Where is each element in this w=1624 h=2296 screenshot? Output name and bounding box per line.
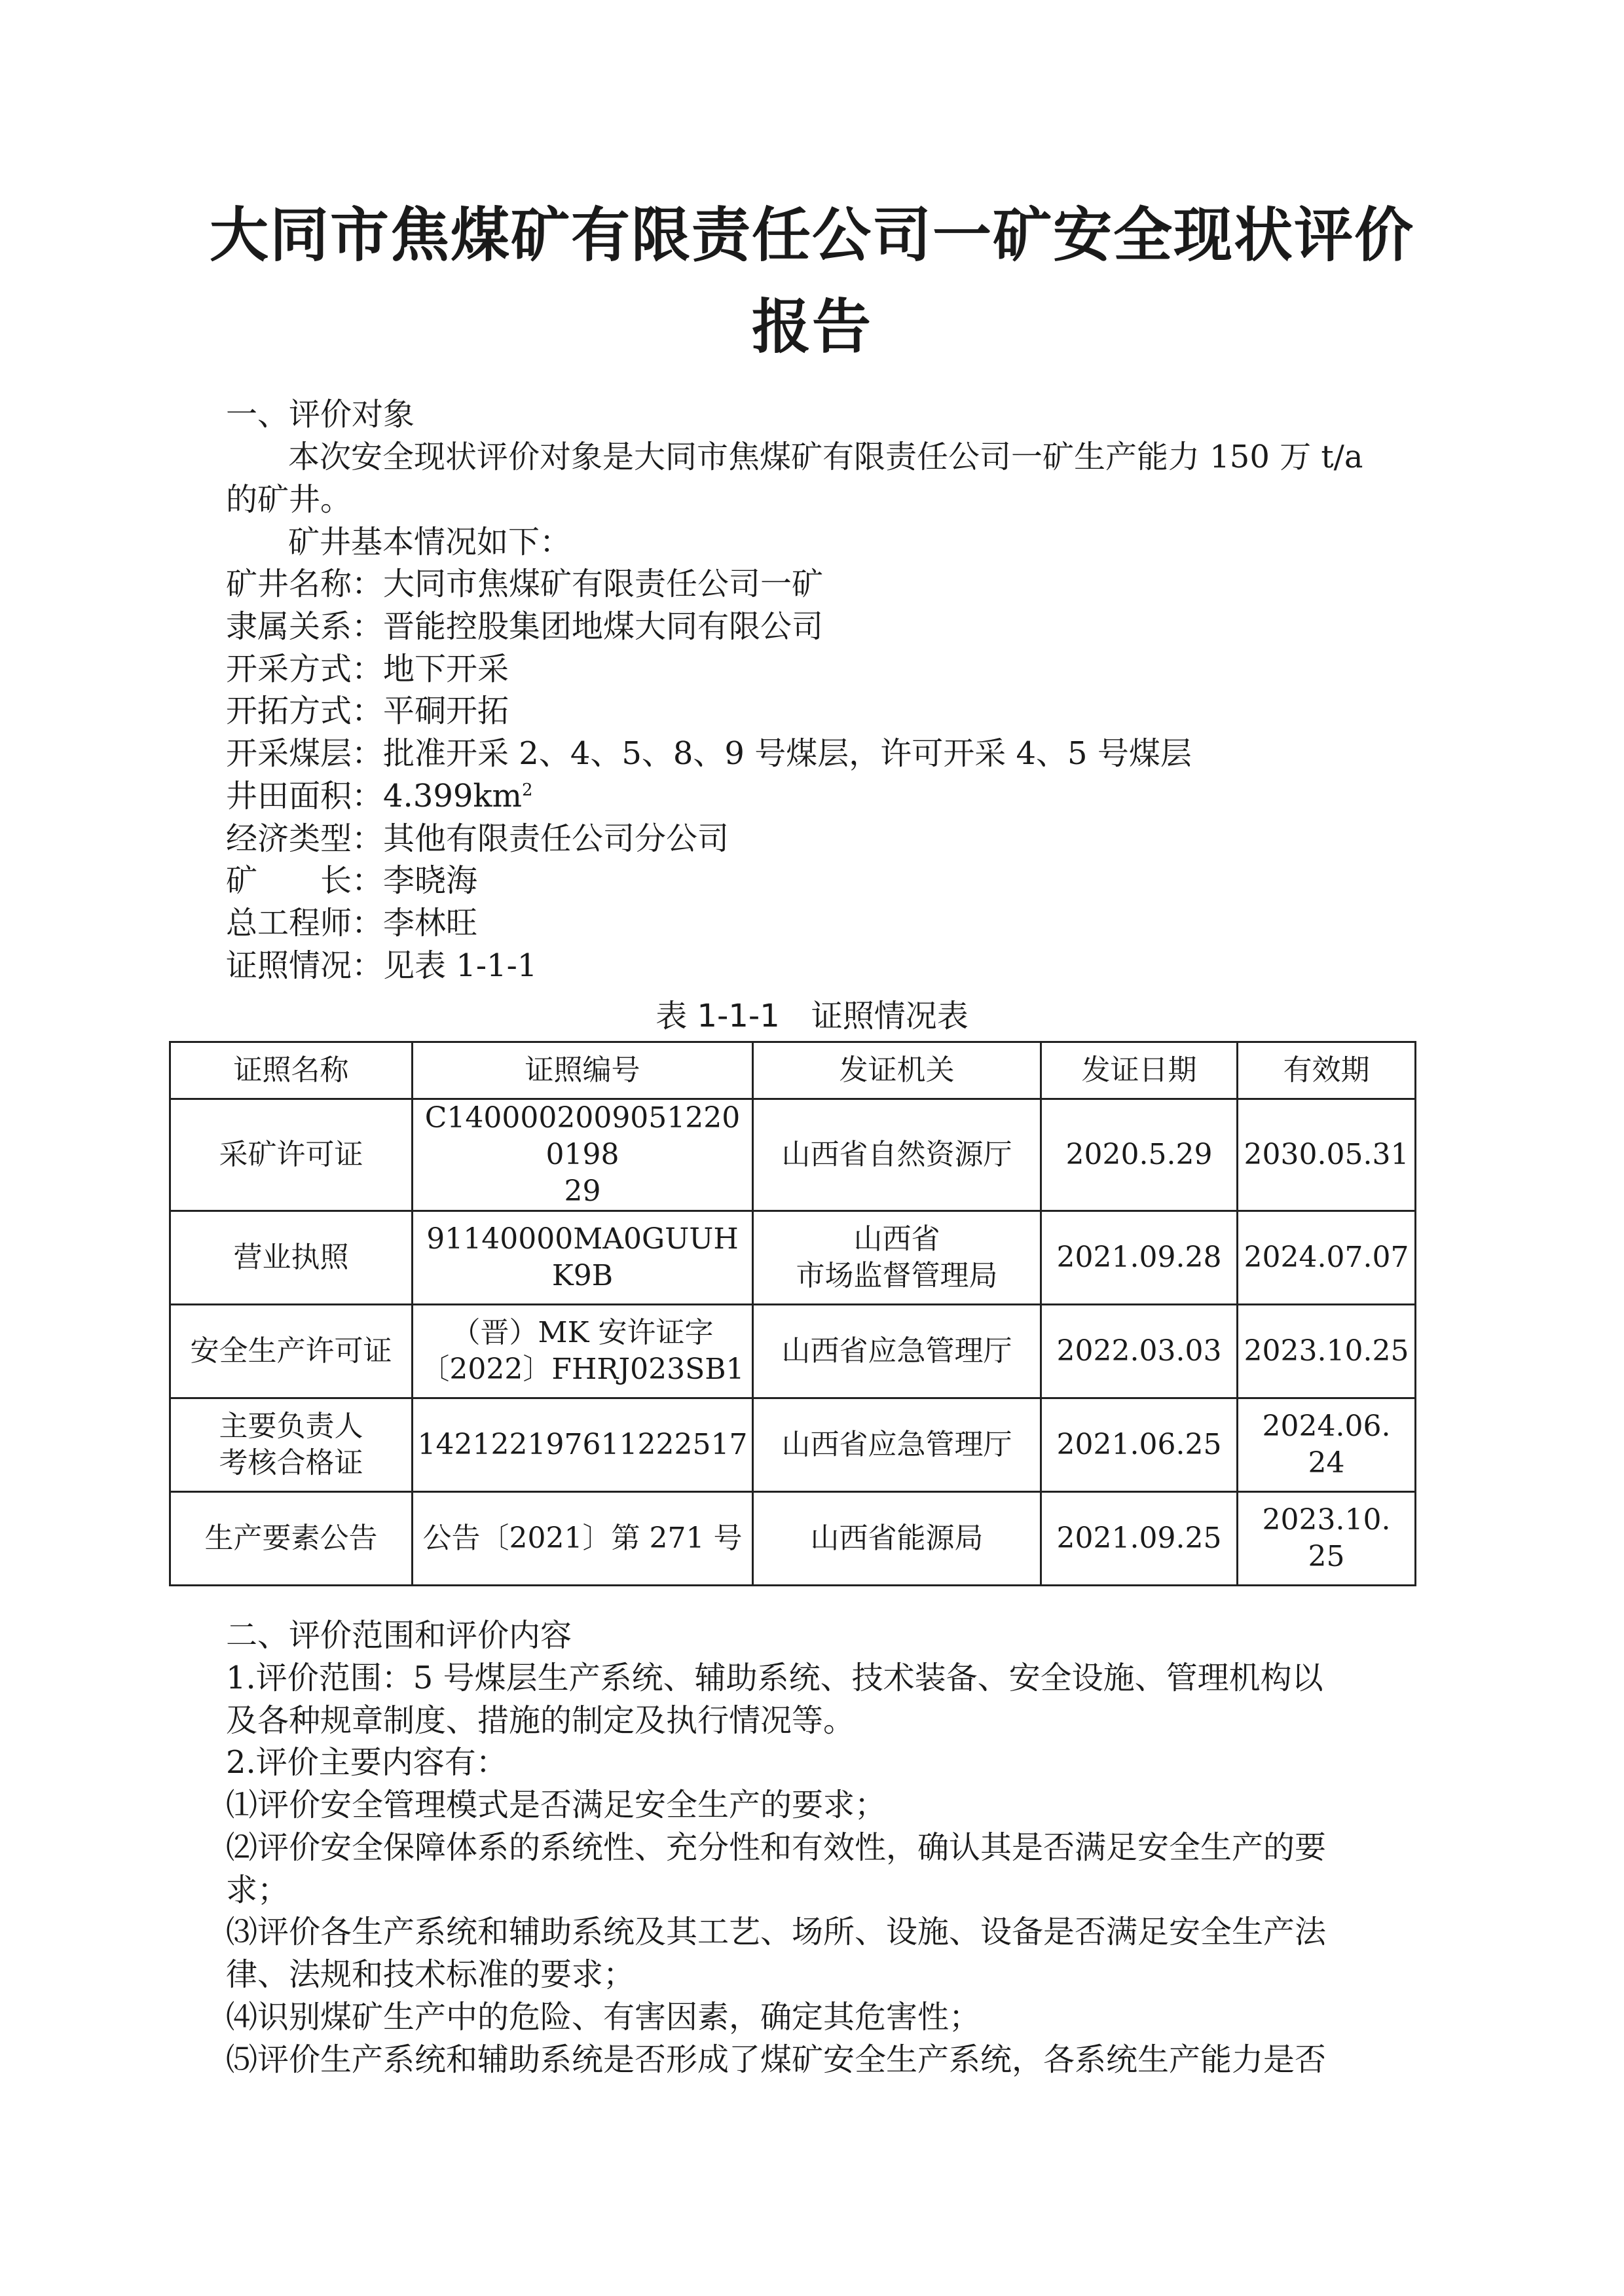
cert-name-cell: 生产要素公告 — [170, 1492, 413, 1586]
section-2-line: 及各种规章制度、措施的制定及执行情况等。 — [226, 1702, 855, 1739]
info-row-chief-engineer — [226, 903, 477, 943]
info-row-field-area — [226, 776, 533, 816]
cert-authority-cell: 山西省能源局 — [753, 1492, 1041, 1586]
section-2-line: ⑸评价生产系统和辅助系统是否形成了煤矿安全生产系统，各系统生产能力是否 — [226, 2041, 1327, 2078]
info-label: 开采煤层： — [226, 735, 384, 772]
info-value: 晋能控股集团地煤大同有限公司 — [383, 608, 824, 645]
certificate-table — [169, 1041, 1416, 1586]
column-header: 证照名称 — [170, 1042, 413, 1099]
info-row-development-method — [226, 691, 509, 731]
table-header-row — [170, 1042, 1416, 1099]
cert-name-cell: 安全生产许可证 — [170, 1305, 413, 1398]
cert-issue-date-cell: 2020.5.29 — [1041, 1099, 1238, 1211]
info-value: 见表 1-1-1 — [383, 947, 538, 984]
info-label: 矿井名称： — [226, 566, 384, 602]
section-2-line: 求； — [226, 1872, 289, 1908]
cert-issue-date-cell: 2021.09.25 — [1041, 1492, 1238, 1586]
section-2-line: ⑵评价安全保障体系的系统性、充分性和有效性，确认其是否满足安全生产的要 — [226, 1829, 1327, 1866]
section-2-line: 2.评价主要内容有： — [226, 1744, 507, 1781]
info-label: 证照情况： — [226, 947, 384, 984]
cert-authority-cell: 山西省应急管理厅 — [753, 1398, 1041, 1492]
info-row-affiliation — [226, 607, 823, 646]
cert-number-cell: 公告〔2021〕第 271 号 — [413, 1492, 753, 1586]
cert-valid-cell: 2023.10. 25 — [1238, 1492, 1416, 1586]
cert-valid-cell: 2024.06. 24 — [1238, 1398, 1416, 1492]
info-label: 矿 长： — [226, 862, 384, 899]
section-1-intro: 矿井基本情况如下： — [288, 524, 572, 560]
info-label: 开拓方式： — [226, 693, 384, 729]
info-value: 其他有限责任公司分公司 — [383, 820, 729, 857]
info-row-certificates — [226, 946, 537, 985]
info-row-mining-method — [226, 649, 509, 689]
cert-valid-cell: 2023.10.25 — [1238, 1305, 1416, 1398]
info-value: 批准开采 2、4、5、8、9 号煤层，许可开采 4、5 号煤层 — [383, 735, 1192, 772]
info-value: 李林旺 — [383, 905, 478, 941]
cert-valid-cell: 2030.05.31 — [1238, 1099, 1416, 1211]
cert-authority-cell: 山西省自然资源厅 — [753, 1099, 1041, 1211]
cert-name-cell: 主要负责人 考核合格证 — [170, 1398, 413, 1492]
cert-number-cell: 142122197611222517 — [413, 1398, 753, 1492]
cert-name-cell: 采矿许可证 — [170, 1099, 413, 1211]
info-row-economic-type — [226, 819, 729, 858]
section-2-line: 1.评价范围：5 号煤层生产系统、辅助系统、技术装备、安全设施、管理机构以 — [226, 1660, 1323, 1696]
superscript: 2 — [522, 780, 533, 800]
table-row — [170, 1305, 1416, 1398]
section-2-line: ⑶评价各生产系统和辅助系统及其工艺、场所、设施、设备是否满足安全生产法 — [226, 1914, 1327, 1950]
info-value: 4.399km — [383, 778, 523, 814]
info-row-mine-name — [226, 564, 823, 604]
cert-issue-date-cell: 2022.03.03 — [1041, 1305, 1238, 1398]
cert-number-cell: （晋）MK 安许证字 〔2022〕FHRJ023SB1 — [413, 1305, 753, 1398]
info-label: 隶属关系： — [226, 608, 384, 645]
info-value: 大同市焦煤矿有限责任公司一矿 — [383, 566, 824, 602]
cert-number-cell: C14000020090512200198 29 — [413, 1099, 753, 1211]
section-1-paragraph-line-1: 本次安全现状评价对象是大同市焦煤矿有限责任公司一矿生产能力 150 万 t/a — [288, 439, 1363, 475]
cert-number-cell: 91140000MA0GUUHK9B — [413, 1211, 753, 1305]
cert-authority-cell: 山西省应急管理厅 — [753, 1305, 1041, 1398]
table-row — [170, 1398, 1416, 1492]
column-header: 证照编号 — [413, 1042, 753, 1099]
info-row-mine-director — [226, 861, 477, 900]
info-value: 平硐开拓 — [383, 693, 509, 729]
info-value: 地下开采 — [383, 651, 509, 687]
table-caption: 表 1-1-1 证照情况表 — [655, 998, 969, 1034]
report-title-line-2: 报告 — [752, 293, 872, 361]
section-2-heading: 二、评价范围和评价内容 — [226, 1617, 572, 1654]
section-2-line: 律、法规和技术标准的要求； — [226, 1956, 635, 1993]
info-label: 总工程师： — [226, 905, 384, 941]
table-row — [170, 1492, 1416, 1586]
section-2-line: ⑷识别煤矿生产中的危险、有害因素，确定其危害性； — [226, 1999, 981, 2035]
cert-valid-cell: 2024.07.07 — [1238, 1211, 1416, 1305]
section-1-heading: 一、评价对象 — [226, 396, 415, 433]
info-label: 井田面积： — [226, 778, 384, 814]
cert-name-cell: 营业执照 — [170, 1211, 413, 1305]
cert-authority-cell: 山西省 市场监督管理局 — [753, 1211, 1041, 1305]
column-header: 有效期 — [1238, 1042, 1416, 1099]
info-value: 李晓海 — [383, 862, 478, 899]
column-header: 发证机关 — [753, 1042, 1041, 1099]
cert-issue-date-cell: 2021.09.28 — [1041, 1211, 1238, 1305]
section-1-paragraph-line-2: 的矿井。 — [226, 481, 352, 518]
info-row-coal-seams — [226, 734, 1192, 773]
table-row — [170, 1211, 1416, 1305]
table-row — [170, 1099, 1416, 1211]
info-label: 开采方式： — [226, 651, 384, 687]
cert-issue-date-cell: 2021.06.25 — [1041, 1398, 1238, 1492]
section-2-line: ⑴评价安全管理模式是否满足安全生产的要求； — [226, 1787, 887, 1823]
column-header: 发证日期 — [1041, 1042, 1238, 1099]
report-title-line-1: 大同市焦煤矿有限责任公司一矿安全现状评价 — [210, 201, 1414, 270]
info-label: 经济类型： — [226, 820, 384, 857]
